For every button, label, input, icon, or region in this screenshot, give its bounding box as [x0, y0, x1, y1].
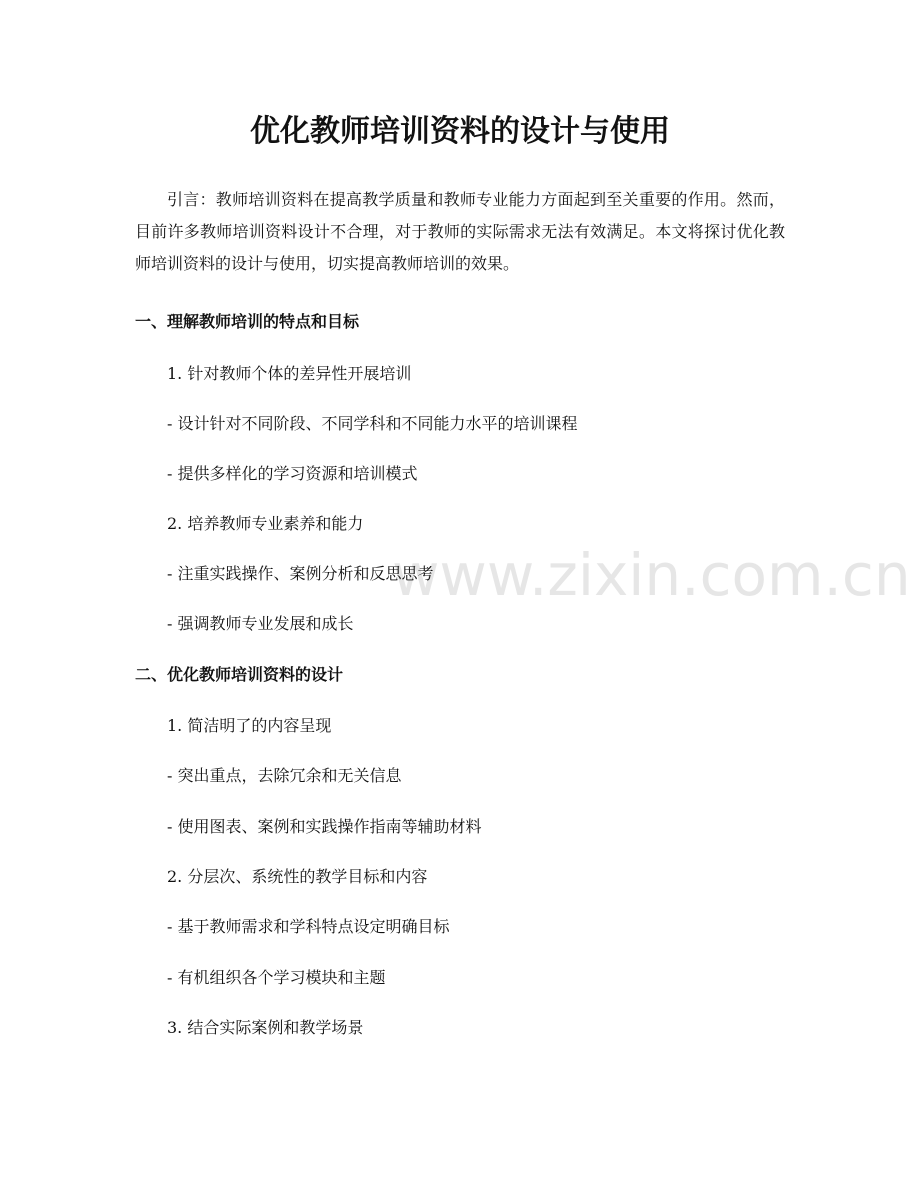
section-1-item-2: - 设计针对不同阶段、不同学科和不同能力水平的培训课程	[167, 414, 578, 433]
section-1-item-3: - 提供多样化的学习资源和培训模式	[167, 464, 418, 483]
section-1-item-5: - 注重实践操作、案例分析和反思思考	[167, 564, 434, 583]
section-2-item-3: - 使用图表、案例和实践操作指南等辅助材料	[167, 817, 482, 836]
section-2-item-7: 3. 结合实际案例和教学场景	[167, 1018, 364, 1037]
watermark: www.zixin.com.cn	[392, 541, 911, 609]
section-heading-1: 一、理解教师培训的特点和目标	[135, 312, 360, 331]
document-title: 优化教师培训资料的设计与使用	[250, 114, 670, 149]
section-2-item-1: 1. 简洁明了的内容呈现	[167, 716, 332, 735]
section-2-item-4: 2. 分层次、系统性的教学目标和内容	[167, 867, 428, 886]
section-1-item-4: 2. 培养教师专业素养和能力	[167, 514, 364, 533]
section-2-item-6: - 有机组织各个学习模块和主题	[167, 968, 386, 987]
section-1-item-6: - 强调教师专业发展和成长	[167, 614, 354, 633]
intro-paragraph: 引言：教师培训资料在提高教学质量和教师专业能力方面起到至关重要的作用。然而，目前许多教师培训资料设计不合理，对于教师的实际需求无法有效满足。本文将探讨优化教师培训资料的设计与使用，切实提高教师培训的效果。	[135, 190, 785, 273]
section-heading-2: 二、优化教师培训资料的设计	[135, 665, 344, 684]
section-2-item-5: - 基于教师需求和学科特点设定明确目标	[167, 917, 450, 936]
section-1-item-1: 1. 针对教师个体的差异性开展培训	[167, 364, 412, 383]
section-2-item-2: - 突出重点，去除冗余和无关信息	[167, 766, 402, 785]
